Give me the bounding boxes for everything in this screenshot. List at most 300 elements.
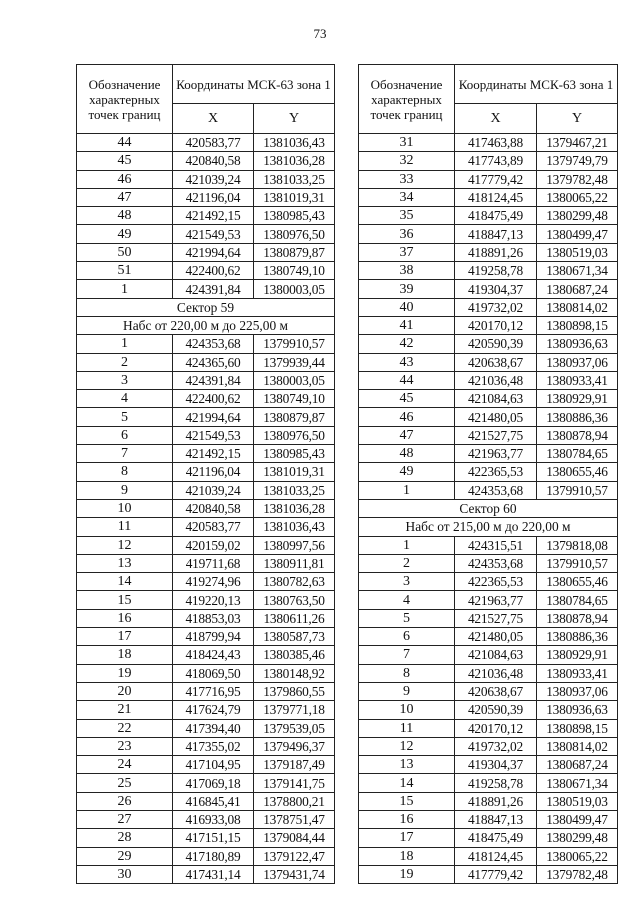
coordinates-table-right [358,64,618,884]
coord-y: 1380784,65 [537,445,618,463]
table-row [77,682,335,700]
table-row [359,682,618,700]
point-number: 32 [359,152,455,170]
coord-y: 1380784,65 [537,591,618,609]
table-row [359,426,618,444]
section-label: Набс от 220,00 м до 225,00 м [77,316,335,334]
coord-y: 1379782,48 [537,170,618,188]
coord-x: 418891,26 [455,243,537,261]
coord-x: 424391,84 [173,371,254,389]
coord-x: 418124,45 [455,188,537,206]
header-x: X [173,104,254,134]
point-number: 30 [77,865,173,883]
coord-x: 417180,89 [173,847,254,865]
coord-x: 421527,75 [455,609,537,627]
point-number: 12 [359,737,455,755]
table-row [359,445,618,463]
point-number: 3 [359,573,455,591]
coord-x: 422365,53 [455,463,537,481]
point-number: 35 [359,207,455,225]
table-row [359,609,618,627]
coord-x: 418853,03 [173,609,254,627]
coord-y: 1380671,34 [537,262,618,280]
coord-y: 1379496,37 [254,737,335,755]
point-number: 48 [77,207,173,225]
coord-x: 421196,04 [173,463,254,481]
coord-x: 424365,60 [173,353,254,371]
coord-x: 418891,26 [455,792,537,810]
coord-x: 421549,53 [173,426,254,444]
point-number: 1 [359,536,455,554]
coord-y: 1380929,91 [537,646,618,664]
coord-x: 420840,58 [173,152,254,170]
table-row [359,335,618,353]
point-number: 43 [359,353,455,371]
point-number: 12 [77,536,173,554]
coord-x: 418424,43 [173,646,254,664]
section-row [359,518,618,536]
table-row [359,554,618,572]
coord-y: 1380065,22 [537,847,618,865]
coord-y: 1380879,87 [254,243,335,261]
point-number: 49 [77,225,173,243]
header-y: Y [537,104,618,134]
point-number: 39 [359,280,455,298]
point-number: 6 [359,628,455,646]
point-number: 16 [359,810,455,828]
point-number: 17 [359,829,455,847]
header-coordinates: Координаты МСК-63 зона 1 [173,65,335,104]
coord-x: 421039,24 [173,170,254,188]
coord-x: 418475,49 [455,207,537,225]
coord-y: 1380749,10 [254,390,335,408]
table-row [77,481,335,499]
coord-x: 421039,24 [173,481,254,499]
coord-x: 420170,12 [455,316,537,334]
coord-x: 421527,75 [455,426,537,444]
header-x: X [455,104,537,134]
coord-y: 1381036,28 [254,152,335,170]
coord-y: 1380886,36 [537,628,618,646]
table-row [77,188,335,206]
coord-y: 1380933,41 [537,664,618,682]
point-number: 11 [359,719,455,737]
coord-y: 1380065,22 [537,188,618,206]
coord-x: 418799,94 [173,628,254,646]
point-number: 31 [359,134,455,152]
coord-x: 418124,45 [455,847,537,865]
coord-x: 418069,50 [173,664,254,682]
point-number: 37 [359,243,455,261]
table-row [359,719,618,737]
coord-y: 1380898,15 [537,316,618,334]
coord-y: 1380148,92 [254,664,335,682]
table-row [77,591,335,609]
point-number: 33 [359,170,455,188]
table-row [77,829,335,847]
coord-x: 421492,15 [173,445,254,463]
table-row [359,481,618,499]
coord-y: 1380937,06 [537,353,618,371]
coord-x: 422400,62 [173,262,254,280]
coord-y: 1379084,44 [254,829,335,847]
table-row [359,756,618,774]
point-number: 10 [77,499,173,517]
coord-x: 419732,02 [455,737,537,755]
coord-y: 1381036,28 [254,499,335,517]
coord-x: 424353,68 [455,554,537,572]
point-number: 5 [77,408,173,426]
table-row [77,243,335,261]
coord-x: 424353,68 [173,335,254,353]
point-number: 20 [77,682,173,700]
section-row [77,298,335,316]
table-row [77,792,335,810]
point-number: 14 [77,573,173,591]
coord-x: 421084,63 [455,646,537,664]
coord-y: 1380519,03 [537,243,618,261]
table-row [359,152,618,170]
coord-x: 421994,64 [173,243,254,261]
table-row [359,774,618,792]
point-number: 22 [77,719,173,737]
page-number: 73 [313,26,327,41]
point-number: 29 [77,847,173,865]
table-row [359,408,618,426]
table-row [77,152,335,170]
table-body-left [77,134,335,884]
table-row [359,536,618,554]
table-row [359,207,618,225]
coord-x: 419220,13 [173,591,254,609]
point-number: 7 [359,646,455,664]
coord-x: 417069,18 [173,774,254,792]
table-row [77,335,335,353]
coord-y: 1378800,21 [254,792,335,810]
point-number: 16 [77,609,173,627]
coord-y: 1381019,31 [254,188,335,206]
table-row [77,865,335,883]
coord-y: 1380814,02 [537,737,618,755]
coordinates-table-left [76,64,335,884]
coord-x: 417743,89 [455,152,537,170]
table-row [359,810,618,828]
coord-y: 1380936,63 [537,701,618,719]
coord-y: 1380611,26 [254,609,335,627]
coord-x: 421480,05 [455,628,537,646]
point-number: 2 [77,353,173,371]
point-number: 46 [77,170,173,188]
coord-x: 417431,14 [173,865,254,883]
coord-x: 421963,77 [455,445,537,463]
coord-x: 419258,78 [455,774,537,792]
point-number: 34 [359,188,455,206]
point-number: 9 [77,481,173,499]
point-number: 2 [359,554,455,572]
coord-y: 1381019,31 [254,463,335,481]
coord-y: 1381033,25 [254,170,335,188]
coord-x: 424353,68 [455,481,537,499]
coord-x: 416933,08 [173,810,254,828]
point-number: 19 [359,865,455,883]
table-row [77,701,335,719]
coord-y: 1379771,18 [254,701,335,719]
coord-x: 421480,05 [455,408,537,426]
header-designation: Обозначение характерных точек границ [77,65,173,134]
point-number: 14 [359,774,455,792]
table-row [359,865,618,883]
point-number: 15 [77,591,173,609]
coord-y: 1380671,34 [537,774,618,792]
table-row [359,243,618,261]
coord-x: 418847,13 [455,810,537,828]
coord-y: 1380878,94 [537,426,618,444]
table-row [77,262,335,280]
coord-y: 1380886,36 [537,408,618,426]
table-row [77,445,335,463]
coord-x: 421196,04 [173,188,254,206]
coord-y: 1380499,47 [537,810,618,828]
table-row [359,847,618,865]
coord-y: 1380687,24 [537,280,618,298]
coord-x: 421963,77 [455,591,537,609]
coord-x: 418847,13 [455,225,537,243]
coord-y: 1381033,25 [254,481,335,499]
coord-x: 421549,53 [173,225,254,243]
point-number: 28 [77,829,173,847]
point-number: 10 [359,701,455,719]
coord-x: 420583,77 [173,134,254,152]
coord-y: 1380985,43 [254,207,335,225]
coord-y: 1379910,57 [254,335,335,353]
section-label: Сектор 59 [77,298,335,316]
coord-y: 1380898,15 [537,719,618,737]
table-row [77,170,335,188]
coord-x: 421084,63 [455,390,537,408]
coord-x: 421036,48 [455,664,537,682]
table-row [77,371,335,389]
coord-y: 1379431,74 [254,865,335,883]
coord-y: 1379539,05 [254,719,335,737]
coord-y: 1380878,94 [537,609,618,627]
coord-y: 1380687,24 [537,756,618,774]
table-row [77,280,335,298]
coord-x: 421492,15 [173,207,254,225]
section-row [359,499,618,517]
header-y: Y [254,104,335,134]
point-number: 47 [359,426,455,444]
table-row [359,280,618,298]
coord-y: 1380814,02 [537,298,618,316]
point-number: 1 [359,481,455,499]
table-row [359,134,618,152]
coord-x: 419274,96 [173,573,254,591]
table-row [77,573,335,591]
coord-y: 1380299,48 [537,207,618,225]
point-number: 7 [77,445,173,463]
point-number: 47 [77,188,173,206]
coord-x: 424391,84 [173,280,254,298]
coord-y: 1380933,41 [537,371,618,389]
coord-y: 1380499,47 [537,225,618,243]
coord-x: 417779,42 [455,865,537,883]
point-number: 50 [77,243,173,261]
point-number: 17 [77,628,173,646]
coord-y: 1379187,49 [254,756,335,774]
coord-x: 420590,39 [455,701,537,719]
table-row [359,316,618,334]
coord-y: 1380976,50 [254,426,335,444]
coord-x: 422400,62 [173,390,254,408]
table-row [77,847,335,865]
section-label: Набс от 215,00 м до 220,00 м [359,518,618,536]
table-row [359,664,618,682]
table-row [359,188,618,206]
coord-x: 417355,02 [173,737,254,755]
coord-x: 420638,67 [455,682,537,700]
section-row [77,316,335,334]
point-number: 18 [359,847,455,865]
coord-x: 417394,40 [173,719,254,737]
table-row [77,225,335,243]
table-row [77,207,335,225]
point-number: 27 [77,810,173,828]
coord-y: 1379939,44 [254,353,335,371]
point-number: 13 [77,554,173,572]
coord-y: 1380299,48 [537,829,618,847]
point-number: 4 [77,390,173,408]
coord-y: 1379141,75 [254,774,335,792]
coord-x: 420590,39 [455,335,537,353]
coord-y: 1378751,47 [254,810,335,828]
coord-y: 1380385,46 [254,646,335,664]
point-number: 49 [359,463,455,481]
coord-x: 417779,42 [455,170,537,188]
coord-y: 1380937,06 [537,682,618,700]
coord-y: 1380003,05 [254,371,335,389]
point-number: 21 [77,701,173,719]
coord-y: 1380985,43 [254,445,335,463]
coord-x: 421036,48 [455,371,537,389]
point-number: 6 [77,426,173,444]
header-coordinates: Координаты МСК-63 зона 1 [455,65,618,104]
coord-x: 421994,64 [173,408,254,426]
coord-x: 417463,88 [455,134,537,152]
table-row [77,756,335,774]
table-row [77,134,335,152]
table-row [77,426,335,444]
coord-x: 420638,67 [455,353,537,371]
coord-y: 1381036,43 [254,134,335,152]
coord-x: 417716,95 [173,682,254,700]
point-number: 1 [77,280,173,298]
point-number: 8 [77,463,173,481]
point-number: 26 [77,792,173,810]
table-row [77,737,335,755]
point-number: 11 [77,518,173,536]
coord-y: 1379782,48 [537,865,618,883]
table-row [77,518,335,536]
table-row [77,646,335,664]
point-number: 44 [359,371,455,389]
point-number: 5 [359,609,455,627]
coord-y: 1379910,57 [537,554,618,572]
table-row [359,591,618,609]
coord-y: 1380655,46 [537,573,618,591]
coord-y: 1380936,63 [537,335,618,353]
coord-y: 1380587,73 [254,628,335,646]
table-row [77,554,335,572]
point-number: 38 [359,262,455,280]
table-row [77,810,335,828]
point-number: 36 [359,225,455,243]
coord-y: 1379467,21 [537,134,618,152]
table-row [359,225,618,243]
table-body-right [359,134,618,884]
point-number: 1 [77,335,173,353]
coord-y: 1379818,08 [537,536,618,554]
table-row [359,573,618,591]
table-row [77,390,335,408]
coord-x: 417104,95 [173,756,254,774]
coord-y: 1379860,55 [254,682,335,700]
coord-y: 1380976,50 [254,225,335,243]
coord-x: 419732,02 [455,298,537,316]
table-row [359,262,618,280]
table-row [359,737,618,755]
coord-y: 1380003,05 [254,280,335,298]
point-number: 19 [77,664,173,682]
table-row [359,628,618,646]
section-label: Сектор 60 [359,499,618,517]
coord-y: 1380929,91 [537,390,618,408]
point-number: 41 [359,316,455,334]
point-number: 8 [359,664,455,682]
point-number: 9 [359,682,455,700]
coord-y: 1380749,10 [254,262,335,280]
coord-y: 1380655,46 [537,463,618,481]
table-row [359,792,618,810]
table-row [77,719,335,737]
table-row [359,298,618,316]
point-number: 40 [359,298,455,316]
table-row [359,463,618,481]
table-row [77,664,335,682]
coord-y: 1380879,87 [254,408,335,426]
coord-x: 420840,58 [173,499,254,517]
point-number: 24 [77,756,173,774]
table-row [359,170,618,188]
point-number: 4 [359,591,455,609]
table-row [77,463,335,481]
point-number: 42 [359,335,455,353]
table-row [77,628,335,646]
point-number: 45 [359,390,455,408]
table-row [359,353,618,371]
coord-y: 1380997,56 [254,536,335,554]
point-number: 15 [359,792,455,810]
point-number: 51 [77,262,173,280]
table-row [77,499,335,517]
coord-x: 416845,41 [173,792,254,810]
coord-x: 419304,37 [455,756,537,774]
table-row [359,829,618,847]
coord-y: 1380763,50 [254,591,335,609]
coord-x: 418475,49 [455,829,537,847]
coord-x: 424315,51 [455,536,537,554]
point-number: 44 [77,134,173,152]
coord-y: 1379749,79 [537,152,618,170]
